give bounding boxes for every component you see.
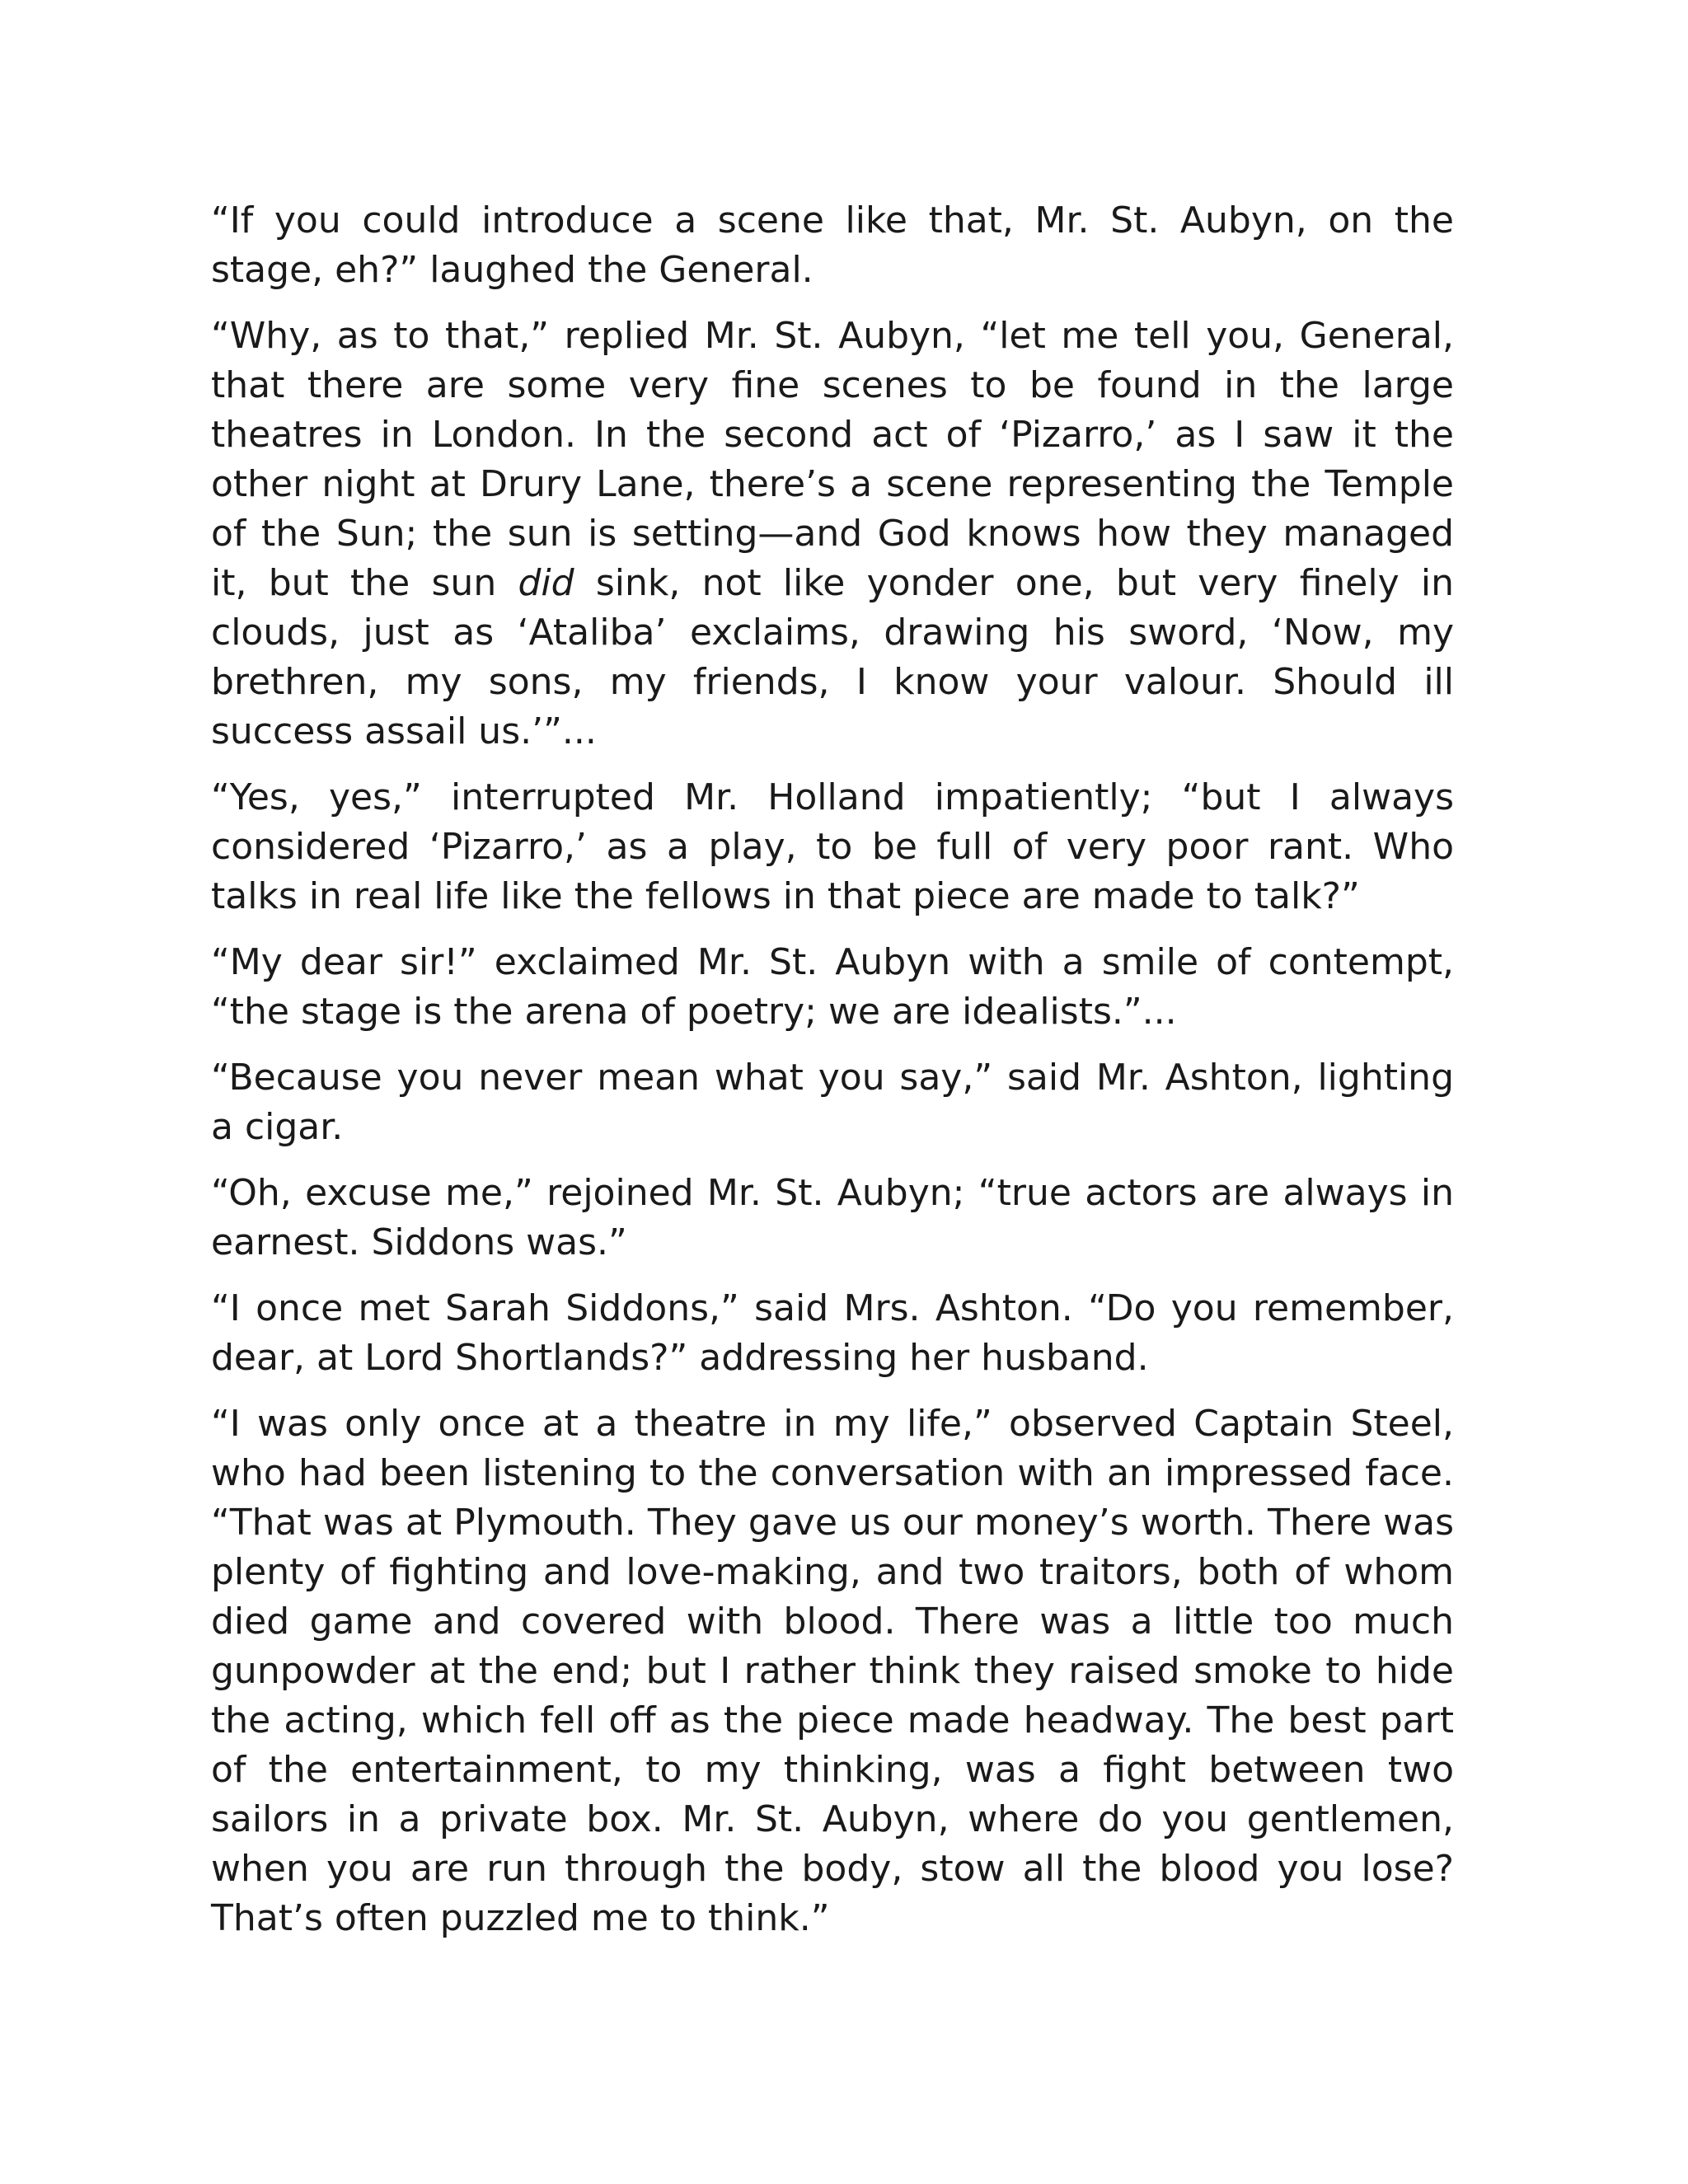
- paragraph-2: [211, 312, 1454, 757]
- paragraph-3: “Yes, yes,” interrupted Mr. Holland impatiently; “but I always considered ‘Pizarro,’ as a play, to be full of very poor rant. Who talks in real life like the fellows in that piece are made to talk?”: [211, 776, 1454, 917]
- paragraph-4: “My dear sir!” exclaimed Mr. St. Aubyn with a smile of contempt, “the stage is the arena of poetry; we are idealists.”...: [211, 941, 1454, 1033]
- paragraph-2-part-2: sink, not like yonder one, but very finely in clouds, just as ‘Ataliba’ exclaims, drawing his sword, ‘Now, my brethren, my sons, my friends, I know your valour. Should ill success assail us.’”...: [211, 562, 1454, 752]
- paragraph-5: “Because you never mean what you say,” said Mr. Ashton, lighting a cigar.: [211, 1057, 1454, 1148]
- paragraph-2-emphasis: did: [518, 562, 574, 604]
- paragraph-2-part-1: “Why, as to that,” replied Mr. St. Aubyn, “let me tell you, General, that there are some very fine scenes to be found in the large theatres in London. In the second act of ‘Pizarro,’ as I saw it the other night at Drury Lane, there’s a scene representing the Temple of the Sun; the sun is setting—and God knows how they managed it, but the sun: [211, 315, 1454, 604]
- paragraph-1: “If you could introduce a scene like that, Mr. St. Aubyn, on the stage, eh?” laughed the General.: [211, 199, 1454, 291]
- page-body: [211, 196, 1454, 1960]
- paragraph-7: “I once met Sarah Siddons,” said Mrs. Ashton. “Do you remember, dear, at Lord Shortlands?” addressing her husband.: [211, 1287, 1454, 1379]
- paragraph-8: “I was only once at a theatre in my life,” observed Captain Steel, who had been listening to the conversation with an impressed face. “That was at Plymouth. They gave us our money’s worth. There was plenty of fighting and love-making, and two traitors, both of whom died game and covered with blood. There was a little too much gunpowder at the end; but I rather think they raised smoke to hide the acting, which fell off as the piece made headway. The best part of the entertainment, to my thinking, was a fight between two sailors in a private box. Mr. St. Aubyn, where do you gentlemen, when you are run through the body, stow all the blood you lose? That’s often puzzled me to think.”: [211, 1403, 1454, 1939]
- paragraph-6: “Oh, excuse me,” rejoined Mr. St. Aubyn; “true actors are always in earnest. Siddons was.”: [211, 1172, 1454, 1263]
